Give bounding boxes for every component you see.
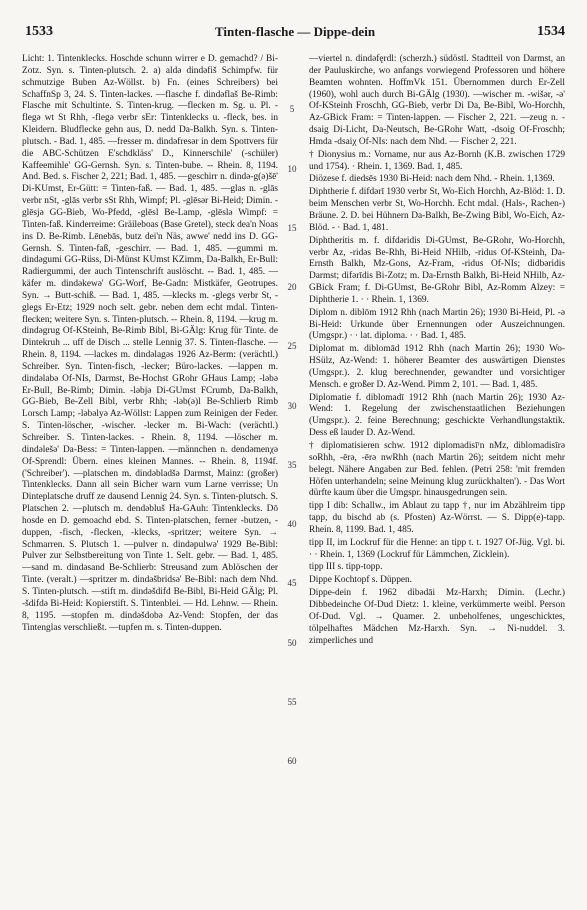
entry-paragraph: Diplomatie f. diblomadī 1912 Rhh (nach Martin 26); 1930 Az-Wend: 1. Regelung der zwischenstaatlichen Beziehungen (Umgspr.). 2. feine Berechnung; geschickte Verhandlungstaktik. Dess eß lauder D. Az-Wend. [309,392,565,439]
entry-paragraph: Diphtheritis m. f. difdəridis Di-GUmst, Be-GRohr, Wo-Horchh, verbr Az, -ridəs Be-Rhh, Bi-Heid NHilb, -ridus Of-KSteinh, Da-Ernsth Balkh, Mz-Gons, Az-Fram, -ridus Of-NIs; didbəridis Darmst; difərīdis Bi-Zotz; m. Da-Ernsth Balkh, Bi-Heid NHilb, Az-GBick Fram; f. Di-GUmst, Be-GRohr Bibl, Az-Romm Alzey: = Diphtherie 1. · · Rhein. 1, 1369. [309,235,565,305]
line-number: 10 [287,163,297,174]
page-body [22,54,565,896]
line-number: 15 [287,222,297,233]
line-number: 40 [287,519,297,530]
entry-paragraph: tipp III s. tipp-topp. [309,562,383,573]
entry-paragraph: tipp II, im Lockruf für die Henne: an tipp t. t. 1927 Of-Jüg. Vgl. bi. · · Rhein. 1, 1369 (Lockruf für Lämmchen, Zicklein). [309,537,565,560]
entry-paragraph: † Dionysius m.: Vorname, nur aus Az-Bornh (K.B. zwischen 1729 und 1754). · Rhein. 1, 1369. Bad. 1, 485. [309,149,565,172]
entry-paragraph: tipp I dib: Schallw., im Ablaut zu tapp †, nur im Abzählreim tipp tapp, du bischd ab (s. Pfosten) Az-Wörrst. — S. Dipp(e)-tapp. Rhein. 8, 1199. Bad. 1, 485. [309,501,565,535]
line-number: 50 [287,637,297,648]
entry-paragraph: Dippe Kochtopf s. Düppen. [309,575,413,586]
line-number: 35 [287,459,297,470]
entry-paragraph: † diplomatisieren schw. 1912 diplomadisīʳn nMz, diblomadisīrə soRhh, -ērə, -ērə nwRhh (nach Martin 26); seitdem nicht mehr belegt. Nähere Angaben zur Bed. fehlen. (Petri 258: 'mit fremden Höfen unterhandeln; seine Meinung klug zurückhalten'). - Das Wort dürfte kaum über die Umgspr. hinausgedrungen sein. [309,441,565,499]
line-number: 30 [287,400,297,411]
entry-paragraph: Diözese f. diedsēs 1930 Bi-Heid: nach dem Nhd. - Rhein. 1,1369. [309,174,555,185]
page-header [25,24,565,48]
entry-paragraph: Licht: 1. Tintenklecks. Hoschde schunn wirrer e D. gemachd? / Bi-Zotz. Syn. s. Tinten-plutsch. 2. a) aldə dindəfiš Schimpfw. für schmutzige Buben Az-Wöllst. b) Fn. (eines Schreibers) bei SchaffnSp 3, 24. S. Tinten-lackes. —flasche f. dindəflaš Be-Rimb: Flasche mit Schultinte. S. Tinten-krug. —flecken m. Sg. u. Pl. -flegə wt St Rhh, -flegə verbr sEr: Tintenklecks u. -fleck, bes. in Kleidern. Bludflecke gehn aus, D. nedd Da-Balkh. Syn. s. Tinten-plutsch. - Bad. 1, 485. —fresser m. dindəfresər in dem Spottvers für die ABC-Schützen E'schdkläss' D., Kinnerschile' (-schüler) Kaffeemihle' GG-Gernsh. Syn. s. Tinten-bube. -- Rhein. 8, 1194. And. Bed. s. Fischer 2, 221; Bad. 1, 485. —geschirr n. dində-g(ə)šē' Di-KUmst, Er-Gütt: = Tinten-faß. — Bad. 1, 485. —glas n. -glās verbr nSt, -glās verbr sSt Rhh, Wimpf; Pl. -glēsər Bi-Heid; Dimin. -glēsjə GG-Bieb, Wo-Pfedd, -glēsl Be-Lamp, -glēslə Wimpf: = Tinten-faß. Kinderreime: Gräileboas (Base Gretel), steck dea'n Noas ins D. Be-Rimb. Lēnebās, butz dei'n Näs, awwe' nedd ins D. GG-Gernsh. S. Tinten-faß, -geschirr. — Bad. 1, 485. —gummi m. dindəgumi GG-Rüss, Di-Münst KUmst KZimm, Da-Balkh, Er-Bull: Radiergummi, der auch Tintenschrift auslöscht. -- Bad. 1, 485. —käfer m. dindəkewə' GG-Worf, Be-Gadn: Mistkäfer, Geotrupes. Syn. → Butt-schiß. — Bad. 1, 485. —klecks m. -glegs verbr St, -glegs Er-Etz; 1929 noch selt. gebr. neben dem echt mdal. Tinten-flecken; weitere Syn. s. Tinten-plutsch. -- Rhein. 8, 1194. —krug m. dindəgrug Of-KSteinh, Be-Rimb Bibl, Bi-GÄlg: Krug für Tinte. de Dintekruh ... uff de Disch ... stelle Lennig 37. S. Tinten-flasche. — Rhein. 8, 1194. —lackes m. dindəlagəs 1926 Az-Berm: (verächtl.) Schreiber. Syn. Tinten-fisch, -lecker; Büro-lackes. —lappen m. dindəlabə Of-NIs, Darmst, Be-Hochst GRohr GHaus Lamp; -ləbə Er-Bull, Be-Rimb; Dimin. -ləbjə Di-GUmst FCrumb, Da-Balkh, GG-Bieb, Be-Zell Bibl, verbr Rhh; -ləb(ə)l Be-Schlierb Rimb Lorsch Lamp; -ləbəlyə Az-Wöllst: Lappen zum Reinigen der Feder. S. Tinten-löscher, -wischer. -lecker m. Bi-Wach: (verächtl.) Schreiber. S. Tinten-lackes. - Rhein. 8, 1194. —löscher m. dindəlešə' Da-Bess: = Tinten-lappen. —männchen n. dendəmenχə Of-Sprendl: Übern. eines kleinen Mannes. -- Rhein. 8, 1194f. ('Schreiber'). —platschen m. dindəbladšə Darmst, Mainz: (großer) Tintenklecks. Dann all sein Bicher warn vum Larne verrisse; Un Dinteplatsche druff ze dausend Lennig 24. Syn. s. Tinten-plutsch. S. Platschen 2. —plutsch m. dendəbluš Ha-GAuh: Tintenklecks. Dō hosde en D. gemoachd ebd. S. Tinten-platschen, ferner -butzen, -duppen, -fisch, -flecken, -klecks, -spritzer; weitere Syn. → Schmarren. S. Plutsch 1. —pulver n. dindəpulwə' 1929 Be-Bibl: Pulver zur Selbstbereitung von Tinte 1. Selt. gebr. — Bad. 1, 485. —sand m. dindəsand Be-Schlierb: Streusand zum Ablöschen der Tinte. (veralt.) —spritzer m. dindəšbridsə' Be-Bibl: nach dem Nhd. S. Tinten-plutsch. —stift m. dindəšdifd Be-Bibl, Bi-Heid GÄlg; Pl. -šdifdə Bi-Heid: Kopierstift. S. Tintenblei. — Hd. Lehnw. — Rhein. 8, 1195. —stopfen m. dindəšdobə Az-Vend: Stopfen, der das Tintenglas verschließt. —tupfen m. s. Tinten-duppen. [22,54,278,633]
left-column [22,54,278,896]
entry-paragraph: —viertel n. dindəfęrdl: (scherzh.) südöstl. Stadtteil von Darmst, an der Pauluskirche, wo anfangs vorwiegend Professoren und höhere Beamten wohnten. HoffmVk 151. Übernommen durch Er-Zell (1960), wohl auch durch Bi-GÄlg (1930). —wischer m. -wišər, -ə' Of-KSteinh Froschh, GG-Bieb, verbr Di Da, Be-Bibl, Wo-Horchh, Az-GBick Fram: = Tinten-lappen. — Fischer 2, 221. —zeug n. -dsaig Di-Licht, Da-Neutsch, Be-GRohr Watt, -dsoig Of-Froschh; Hmda -dsaiχ Of-NIs: nach dem Nhd. — Fischer 2, 221. [309,54,565,147]
line-number: 20 [287,282,297,293]
line-number: 25 [287,341,297,352]
line-number: 5 [289,104,295,115]
entry-paragraph: Diplomat m. diblomād 1912 Rhh (nach Martin 26); 1930 Wo-HSülz, Az-Wend: 1. höherer Beamter des auswärtigen Dienstes (Umgspr.). 2. klug berechnender, gewandter und vorsichtiger Mensch. e großer D. Az-Wend. Pimm 2, 101. — Bad. 1, 485. [309,344,565,390]
line-number: 55 [287,696,297,707]
line-number-gutter [280,54,304,896]
page-number-right: 1534 [537,24,565,39]
page-number-left: 1533 [25,24,53,39]
entry-paragraph: Diphtherie f. difdərī 1930 verbr St, Wo-Eich Horchh, Az-Blöd: 1. D. beim Menschen verbr St, Wo-Horchh. Echt mdal. (Hals-, Rachen-) Bräune. 2. D. bei Hühnern Da-Balkh, Be-Zwing Bibl, Wo-Eich, Az-Blöd. - · Bad. 1, 481. [309,187,565,233]
entry-paragraph: Dippe-dein f. 1962 dibədāi Mz-Harxh; Dimin. (Lechr.) Dibbedeinche Of-Dud Dietz: 1. kleine, verkümmerte weibl. Person Of-Dud. Vgl. → Quamer. 2. unbeholfenes, ungeschicktes, tölpelhaftes Mädchen Mz-Harxh. Syn. → Ni-nuddel. 3. zimperliches und [309,588,565,646]
right-column [309,54,565,896]
entry-paragraph: Diplom n. diblōm 1912 Rhh (nach Martin 26); 1930 Bi-Heid, Pl. -ə Bi-Heid: Urkunde über Ernennungen oder Auszeichnungen. (Umgspr.) · · lat. diploma. · · Bad. 1, 485. [309,307,565,342]
running-title: Tinten-flasche — Dippe-dein [214,24,376,39]
line-number: 60 [287,756,297,767]
line-number: 45 [287,578,297,589]
